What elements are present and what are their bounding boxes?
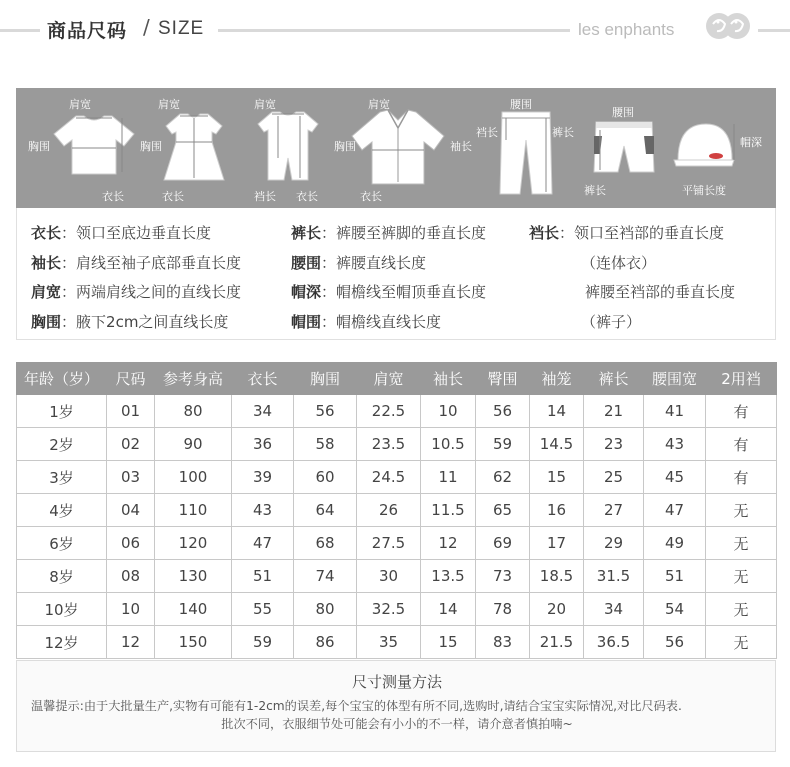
table-cell: 65 bbox=[476, 494, 530, 527]
jacket-shoulder-label: 肩宽 bbox=[368, 98, 390, 111]
pants-icon bbox=[498, 110, 554, 196]
table-cell: 110 bbox=[155, 494, 232, 527]
col-header-size: 尺码 bbox=[107, 363, 155, 395]
table-cell: 27.5 bbox=[357, 527, 421, 560]
table-cell: 8岁 bbox=[17, 560, 107, 593]
table-cell: 23.5 bbox=[357, 428, 421, 461]
table-cell: 62 bbox=[476, 461, 530, 494]
col-header-shoulder: 肩宽 bbox=[357, 363, 421, 395]
table-cell: 59 bbox=[232, 626, 294, 659]
table-cell: 31.5 bbox=[584, 560, 644, 593]
table-cell: 无 bbox=[706, 494, 777, 527]
dress-chest-label: 胸围 bbox=[140, 140, 162, 153]
romper-icon bbox=[256, 110, 320, 184]
table-cell: 120 bbox=[155, 527, 232, 560]
header-slash: / bbox=[143, 15, 150, 39]
table-cell: 43 bbox=[232, 494, 294, 527]
note-batch-variance: 批次不同，衣服细节处可能会有小小的不一样，请介意者慎拍喃~ bbox=[221, 717, 573, 731]
table-cell: 45 bbox=[644, 461, 706, 494]
table-row bbox=[17, 395, 777, 428]
tshirt-icon bbox=[52, 112, 136, 176]
tshirt-chest-label: 胸围 bbox=[28, 140, 50, 153]
table-cell: 26 bbox=[357, 494, 421, 527]
table-cell: 14.5 bbox=[530, 428, 584, 461]
table-cell: 01 bbox=[107, 395, 155, 428]
table-cell: 04 bbox=[107, 494, 155, 527]
def-length: 衣长：领口至底边垂直长度 bbox=[31, 224, 212, 242]
def-crotch: 裆长：领口至裆部的垂直长度 bbox=[529, 224, 725, 242]
table-cell: 17 bbox=[530, 527, 584, 560]
def-crotch-pants: 裤腰至裆部的垂直长度 bbox=[585, 283, 736, 301]
table-cell: 无 bbox=[706, 626, 777, 659]
table-cell: 80 bbox=[294, 593, 357, 626]
jacket-sleeve-label: 袖长 bbox=[450, 140, 472, 153]
table-cell: 14 bbox=[421, 593, 476, 626]
table-cell: 16 bbox=[530, 494, 584, 527]
table-cell: 18.5 bbox=[530, 560, 584, 593]
table-cell: 43 bbox=[644, 428, 706, 461]
table-cell: 06 bbox=[107, 527, 155, 560]
table-cell: 150 bbox=[155, 626, 232, 659]
hat-depth-label: 帽深 bbox=[740, 136, 762, 149]
col-header-armhole: 袖笼 bbox=[530, 363, 584, 395]
table-cell: 60 bbox=[294, 461, 357, 494]
table-cell: 10 bbox=[107, 593, 155, 626]
pants-length-label: 裤长 bbox=[552, 126, 574, 139]
def-crotch-romper-note: （连体衣） bbox=[581, 254, 657, 272]
table-cell: 47 bbox=[644, 494, 706, 527]
table-cell: 20 bbox=[530, 593, 584, 626]
table-row bbox=[17, 494, 777, 527]
table-cell: 23 bbox=[584, 428, 644, 461]
header-line-left bbox=[0, 29, 40, 32]
table-body bbox=[17, 395, 777, 659]
table-cell: 21.5 bbox=[530, 626, 584, 659]
col-header-waist: 腰围宽 bbox=[644, 363, 706, 395]
col-header-pants-length: 裤长 bbox=[584, 363, 644, 395]
note-title: 尺寸测量方法 bbox=[351, 673, 442, 691]
header-line-middle bbox=[218, 29, 570, 32]
table-cell: 69 bbox=[476, 527, 530, 560]
def-chest: 胸围：腋下2cm之间直线长度 bbox=[31, 313, 229, 331]
col-header-crotch: 2用裆 bbox=[706, 363, 777, 395]
table-cell: 86 bbox=[294, 626, 357, 659]
def-crotch-pants-note: （裤子） bbox=[581, 313, 642, 331]
romper-length-label: 衣长 bbox=[296, 190, 318, 203]
table-cell: 36.5 bbox=[584, 626, 644, 659]
size-chart bbox=[16, 362, 776, 659]
col-header-hip: 臀围 bbox=[476, 363, 530, 395]
pants-waist-label: 腰围 bbox=[510, 98, 532, 111]
table-cell: 21 bbox=[584, 395, 644, 428]
table-cell: 27 bbox=[584, 494, 644, 527]
shorts-length-label: 裤长 bbox=[584, 184, 606, 197]
table-cell: 56 bbox=[294, 395, 357, 428]
tshirt-shoulder-label: 肩宽 bbox=[69, 98, 91, 111]
romper-shoulder-label: 肩宽 bbox=[254, 98, 276, 111]
table-cell: 03 bbox=[107, 461, 155, 494]
table-row bbox=[17, 593, 777, 626]
table-cell: 6岁 bbox=[17, 527, 107, 560]
table-cell: 10 bbox=[421, 395, 476, 428]
table-cell: 无 bbox=[706, 593, 777, 626]
table-cell: 56 bbox=[644, 626, 706, 659]
table-cell: 25 bbox=[584, 461, 644, 494]
table-cell: 90 bbox=[155, 428, 232, 461]
table-cell: 24.5 bbox=[357, 461, 421, 494]
col-header-height: 参考身高 bbox=[155, 363, 232, 395]
header-size: SIZE bbox=[158, 18, 205, 39]
table-header-row bbox=[17, 363, 777, 395]
table-cell: 130 bbox=[155, 560, 232, 593]
col-header-age: 年龄（岁） bbox=[17, 363, 107, 395]
table-cell: 41 bbox=[644, 395, 706, 428]
header-title: 商品尺码 bbox=[47, 20, 128, 42]
dress-icon bbox=[162, 112, 226, 182]
table-cell: 22.5 bbox=[357, 395, 421, 428]
table-cell: 34 bbox=[584, 593, 644, 626]
table-cell: 29 bbox=[584, 527, 644, 560]
table-cell: 有 bbox=[706, 395, 777, 428]
table-cell: 34 bbox=[232, 395, 294, 428]
table-cell: 2岁 bbox=[17, 428, 107, 461]
table-cell: 有 bbox=[706, 428, 777, 461]
table-cell: 12 bbox=[421, 527, 476, 560]
jacket-chest-label: 胸围 bbox=[334, 140, 356, 153]
page-header bbox=[0, 0, 790, 60]
table-cell: 4岁 bbox=[17, 494, 107, 527]
table-cell: 有 bbox=[706, 461, 777, 494]
shorts-waist-label: 腰围 bbox=[612, 106, 634, 119]
table-row bbox=[17, 527, 777, 560]
table-cell: 56 bbox=[476, 395, 530, 428]
table-cell: 12 bbox=[107, 626, 155, 659]
table-cell: 10岁 bbox=[17, 593, 107, 626]
def-shoulder: 肩宽：两端肩线之间的直线长度 bbox=[31, 283, 242, 301]
header-line-right bbox=[758, 29, 790, 32]
garment-illustration-panel bbox=[16, 88, 776, 208]
def-sleeve: 袖长：肩线至袖子底部垂直长度 bbox=[31, 254, 242, 272]
table-cell: 39 bbox=[232, 461, 294, 494]
table-cell: 140 bbox=[155, 593, 232, 626]
table-cell: 83 bbox=[476, 626, 530, 659]
hat-icon bbox=[672, 120, 736, 172]
measurement-definitions bbox=[16, 208, 776, 340]
table-cell: 36 bbox=[232, 428, 294, 461]
dress-shoulder-label: 肩宽 bbox=[158, 98, 180, 111]
def-waist: 腰围：裤腰直线长度 bbox=[291, 254, 427, 272]
table-cell: 59 bbox=[476, 428, 530, 461]
hat-flat-length-label: 平铺长度 bbox=[682, 184, 726, 197]
table-cell: 55 bbox=[232, 593, 294, 626]
table-cell: 47 bbox=[232, 527, 294, 560]
table-cell: 1岁 bbox=[17, 395, 107, 428]
table-cell: 14 bbox=[530, 395, 584, 428]
note-disclaimer: 温馨提示:由于大批量生产,实物有可能有1-2cm的误差,每个宝宝的体型有所不同,选购时,请结合宝宝实际情况,对比尺码表. bbox=[31, 699, 682, 713]
size-table bbox=[16, 362, 777, 659]
table-cell: 08 bbox=[107, 560, 155, 593]
table-cell: 11.5 bbox=[421, 494, 476, 527]
romper-crotch-label: 裆长 bbox=[254, 190, 276, 203]
dress-length-label: 衣长 bbox=[162, 190, 184, 203]
table-cell: 51 bbox=[644, 560, 706, 593]
brand-name: les enphants bbox=[578, 20, 675, 39]
def-hat-depth: 帽深：帽檐线至帽顶垂直长度 bbox=[291, 283, 487, 301]
table-cell: 无 bbox=[706, 560, 777, 593]
table-cell: 32.5 bbox=[357, 593, 421, 626]
table-cell: 02 bbox=[107, 428, 155, 461]
table-cell: 73 bbox=[476, 560, 530, 593]
table-cell: 30 bbox=[357, 560, 421, 593]
table-cell: 64 bbox=[294, 494, 357, 527]
table-cell: 11 bbox=[421, 461, 476, 494]
table-cell: 54 bbox=[644, 593, 706, 626]
jacket-length-label: 衣长 bbox=[360, 190, 382, 203]
pants-crotch-label: 裆长 bbox=[476, 126, 498, 139]
table-cell: 35 bbox=[357, 626, 421, 659]
table-row bbox=[17, 428, 777, 461]
table-cell: 74 bbox=[294, 560, 357, 593]
jacket-icon bbox=[348, 106, 448, 186]
table-cell: 80 bbox=[155, 395, 232, 428]
def-hat-circumference: 帽围：帽檐线直线长度 bbox=[291, 313, 442, 331]
table-cell: 68 bbox=[294, 527, 357, 560]
shorts-icon bbox=[592, 120, 656, 176]
table-cell: 58 bbox=[294, 428, 357, 461]
col-header-chest: 胸围 bbox=[294, 363, 357, 395]
col-header-length: 衣长 bbox=[232, 363, 294, 395]
table-cell: 51 bbox=[232, 560, 294, 593]
table-cell: 15 bbox=[421, 626, 476, 659]
table-cell: 13.5 bbox=[421, 560, 476, 593]
col-header-sleeve: 袖长 bbox=[421, 363, 476, 395]
table-cell: 3岁 bbox=[17, 461, 107, 494]
table-cell: 49 bbox=[644, 527, 706, 560]
table-row bbox=[17, 461, 777, 494]
def-pants-length: 裤长：裤腰至裤脚的垂直长度 bbox=[291, 224, 487, 242]
table-row bbox=[17, 626, 777, 659]
table-row bbox=[17, 560, 777, 593]
measurement-note bbox=[16, 660, 776, 752]
table-cell: 15 bbox=[530, 461, 584, 494]
table-cell: 无 bbox=[706, 527, 777, 560]
table-cell: 78 bbox=[476, 593, 530, 626]
table-cell: 10.5 bbox=[421, 428, 476, 461]
table-cell: 12岁 bbox=[17, 626, 107, 659]
table-cell: 100 bbox=[155, 461, 232, 494]
elephant-logo-icon bbox=[704, 10, 752, 42]
tshirt-length-label: 衣长 bbox=[102, 190, 124, 203]
